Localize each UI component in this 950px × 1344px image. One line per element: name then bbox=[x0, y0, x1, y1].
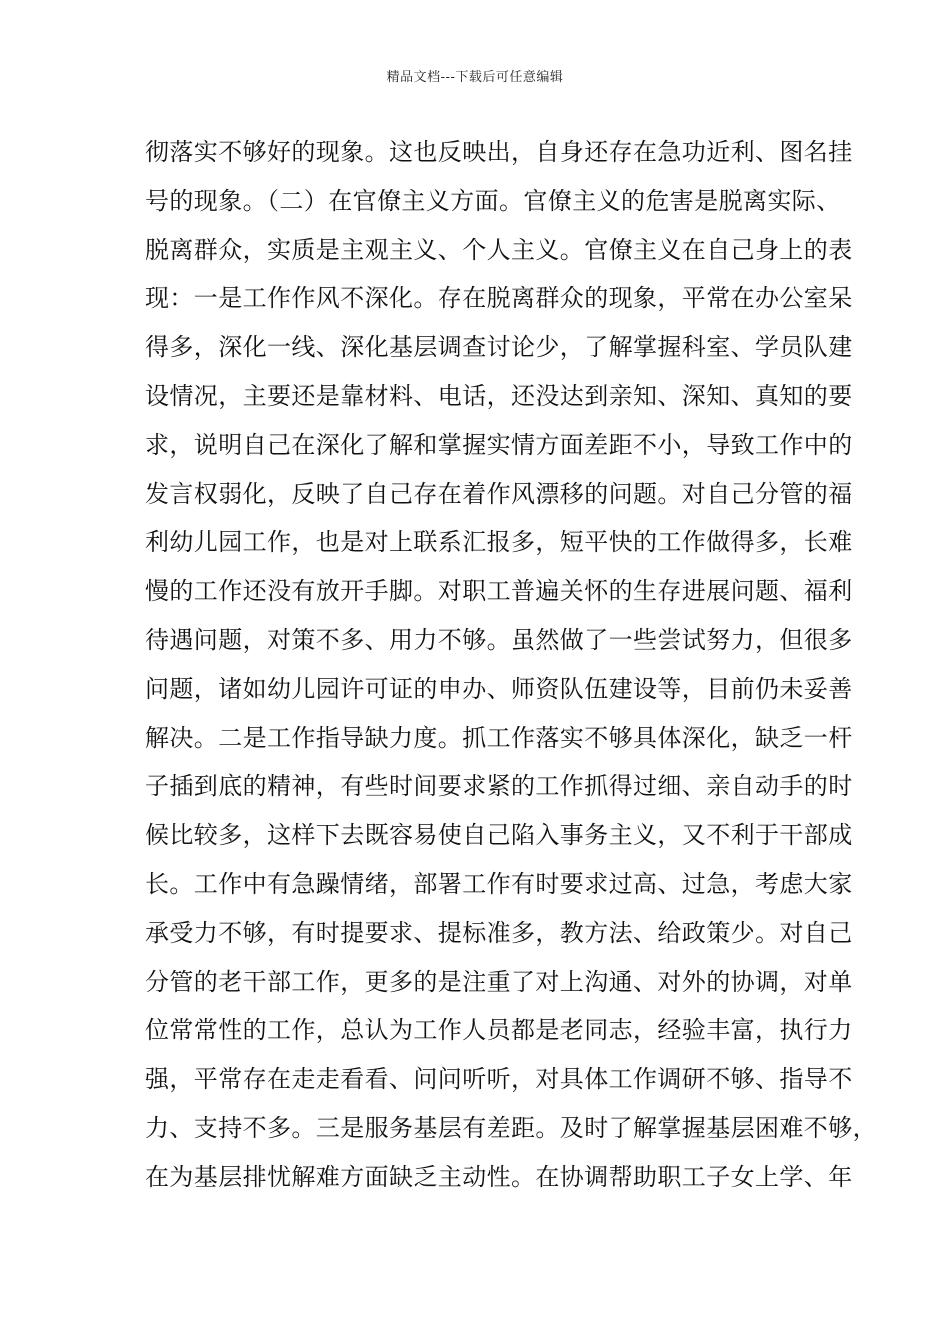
text-line: 设情况，主要还是靠材料、电话，还没达到亲知、深知、真知的要 bbox=[145, 381, 853, 410]
text-line: 发言权弱化，反映了自己存在着作风漂移的问题。对自己分管的福 bbox=[145, 479, 853, 508]
text-line: 解决。二是工作指导缺力度。抓工作落实不够具体深化，缺乏一杆 bbox=[145, 723, 853, 752]
text-line: 分管的老干部工作，更多的是注重了对上沟通、对外的协调，对单 bbox=[145, 967, 853, 996]
page-header: 精品文档---下载后可任意编辑 bbox=[386, 70, 564, 85]
text-line: 问题，诸如幼儿园许可证的申办、师资队伍建设等，目前仍未妥善 bbox=[145, 674, 853, 703]
text-line: 得多，深化一线、深化基层调查讨论少，了解掌握科室、学员队建 bbox=[145, 333, 853, 362]
body-paragraph bbox=[145, 128, 877, 1202]
text-line: 位常常性的工作，总认为工作人员都是老同志，经验丰富，执行力 bbox=[145, 1016, 853, 1045]
text-line: 慢的工作还没有放开手脚。对职工普遍关怀的生存进展问题、福利 bbox=[145, 577, 853, 606]
text-line: 长。工作中有急躁情绪，部署工作有时要求过高、过急，考虑大家 bbox=[145, 869, 853, 898]
text-line: 待遇问题，对策不多、用力不够。虽然做了一些尝试努力，但很多 bbox=[145, 625, 853, 654]
text-line: 候比较多，这样下去既容易使自己陷入事务主义，又不利于干部成 bbox=[145, 821, 853, 850]
text-line: 利幼儿园工作，也是对上联系汇报多，短平快的工作做得多，长难 bbox=[145, 528, 853, 557]
text-line: 子插到底的精神，有些时间要求紧的工作抓得过细、亲自动手的时 bbox=[145, 772, 853, 801]
text-line: 强，平常存在走走看看、问问听听，对具体工作调研不够、指导不 bbox=[145, 1065, 853, 1094]
text-line: 脱离群众，实质是主观主义、个人主义。官僚主义在自己身上的表 bbox=[145, 235, 853, 264]
text-line: 承受力不够，有时提要求、提标准多，教方法、给政策少。对自己 bbox=[145, 918, 853, 947]
text-line: 彻落实不够好的现象。这也反映出，自身还存在急功近利、图名挂 bbox=[145, 138, 853, 166]
text-line: 现：一是工作作风不深化。存在脱离群众的现象，平常在办公室呆 bbox=[145, 284, 853, 313]
text-line: 求，说明自己在深化了解和掌握实情方面差距不小，导致工作中的 bbox=[145, 430, 853, 459]
text-line: 在为基层排忧解难方面缺乏主动性。在协调帮助职工子女上学、年 bbox=[145, 1162, 853, 1191]
text-line: 号的现象。（二）在官僚主义方面。官僚主义的危害是脱离实际、 bbox=[145, 186, 841, 215]
text-line: 力、支持不多。三是服务基层有差距。及时了解掌握基层困难不够， bbox=[145, 1113, 877, 1142]
